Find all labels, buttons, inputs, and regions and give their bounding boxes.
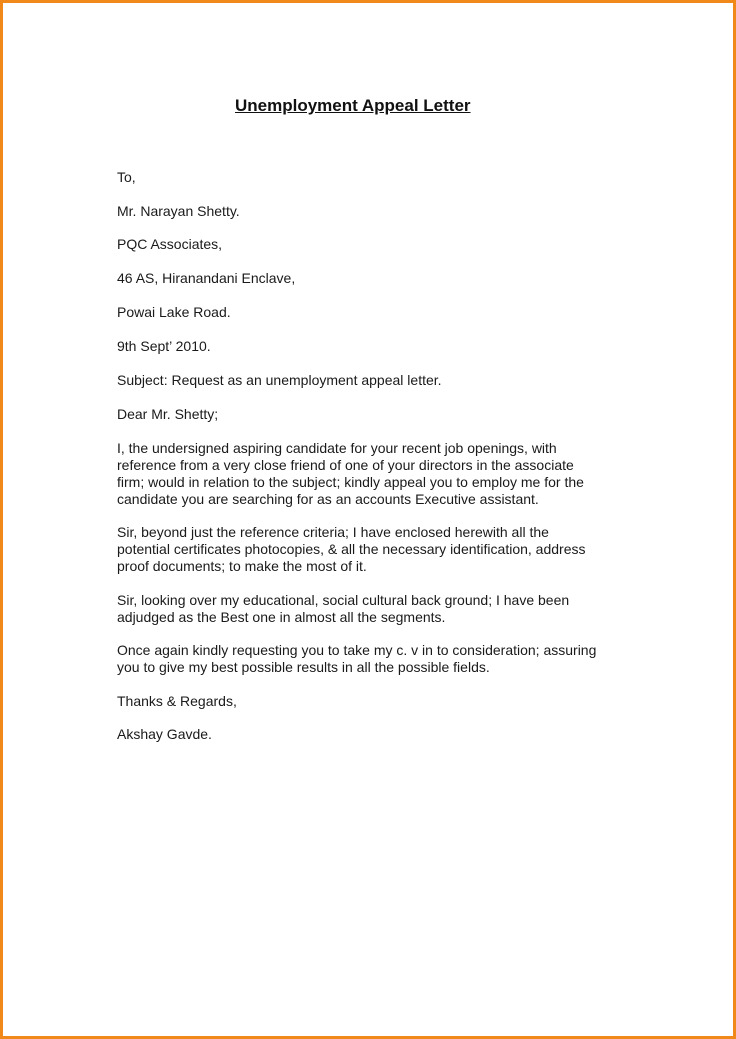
paragraph-line: Once again kindly requesting you to take my c. v in to consideration; assuring [117,642,597,658]
paragraph-line: reference from a very close friend of one of your directors in the associate [117,457,574,473]
body-paragraph-1 [117,440,629,508]
recipient-name: Mr. Narayan Shetty. [117,203,240,219]
body-paragraph-4 [117,642,629,676]
letter-greeting: Dear Mr. Shetty; [117,406,219,422]
paragraph-line: you to give my best possible results in all the possible fields. [117,659,490,675]
letter-subject: Subject: Request as an unemployment appeal letter. [117,372,442,388]
letter-closing: Thanks & Regards, [117,693,237,709]
paragraph-line: I, the undersigned aspiring candidate for your recent job openings, with [117,440,557,456]
paragraph-line: Sir, beyond just the reference criteria; I have enclosed herewith all the [117,524,549,540]
paragraph-line: potential certificates photocopies, & all the necessary identification, address [117,541,586,557]
body-paragraph-3 [117,592,629,626]
recipient-company: PQC Associates, [117,236,223,252]
letter-date: 9th Sept’ 2010. [117,338,211,354]
paragraph-line: firm; would in relation to the subject; kindly appeal you to employ me for the [117,474,584,490]
paragraph-line: proof documents; to make the most of it. [117,558,367,574]
signature-name: Akshay Gavde. [117,726,212,742]
body-paragraph-2 [117,524,629,575]
paragraph-line: Sir, looking over my educational, social cultural back ground; I have been [117,592,570,608]
salutation-to: To, [117,169,136,185]
paragraph-line: candidate you are searching for as an accounts Executive assistant. [117,491,539,507]
paragraph-line: adjudged as the Best one in almost all the segments. [117,609,446,625]
letter-title: Unemployment Appeal Letter [235,96,471,115]
address-line-1: 46 AS, Hiranandani Enclave, [117,270,296,286]
address-line-2: Powai Lake Road. [117,304,231,320]
